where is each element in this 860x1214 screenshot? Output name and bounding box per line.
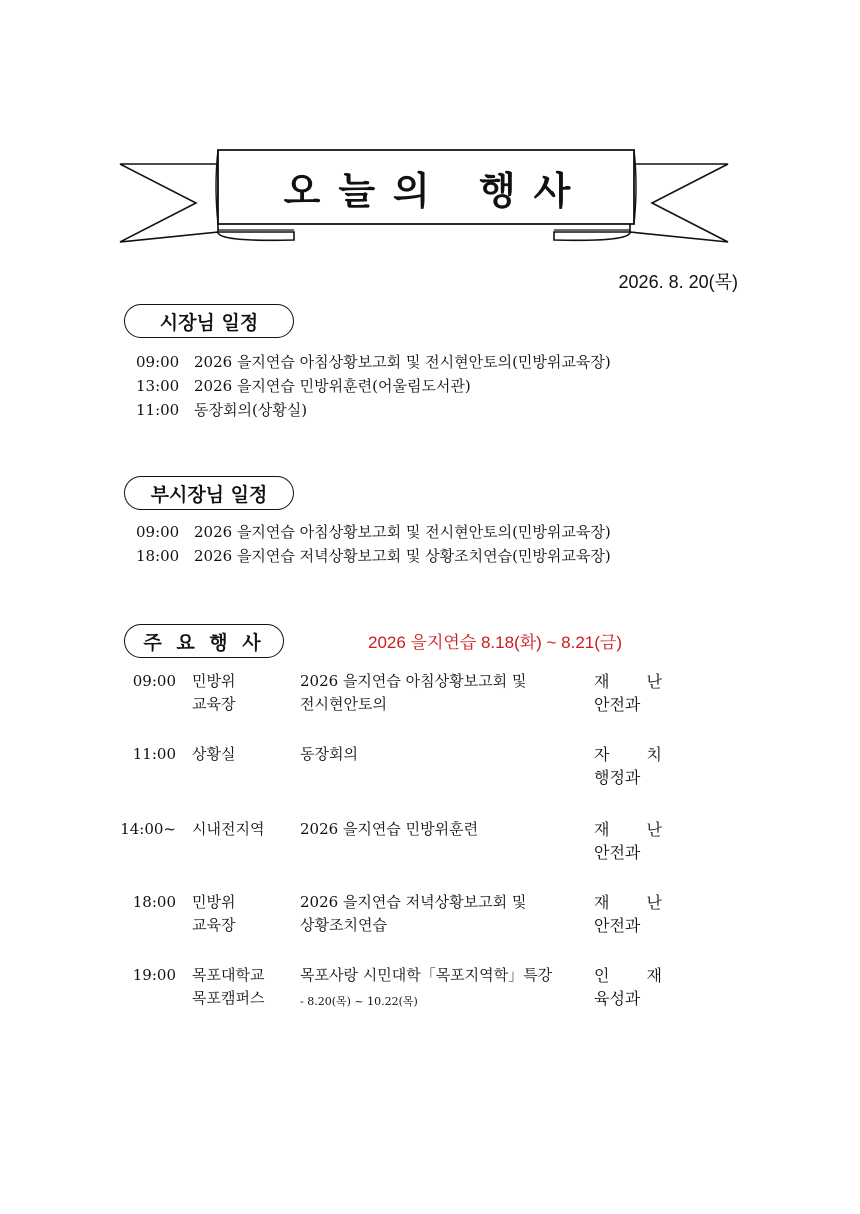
event-dept: 육성과 xyxy=(594,989,641,1008)
event-place: 민방위 xyxy=(192,893,236,911)
event-dept: 재 난 xyxy=(594,893,662,912)
schedule-text: 동장회의(상황실) xyxy=(194,401,308,419)
event-desc: 2026 을지연습 아침상황보고회 및 xyxy=(300,672,527,690)
event-time: 11:00 xyxy=(132,745,176,763)
event-item xyxy=(120,964,680,1010)
event-desc: 목포사랑 시민대학「목포지역학」특강 xyxy=(300,966,553,984)
main-events-heading: 주 요 행 사 xyxy=(124,624,284,658)
event-desc: 상황조치연습 xyxy=(300,916,387,934)
event-desc: 2026 을지연습 저녁상황보고회 및 xyxy=(300,893,527,911)
event-time: 14:00~ xyxy=(120,820,176,838)
exercise-period-note: 2026 을지연습 8.18(화) ~ 8.21(금) xyxy=(368,633,622,652)
event-desc: 2026 을지연습 민방위훈련 xyxy=(300,820,479,838)
event-dept: 자 치 xyxy=(594,745,662,764)
schedule-time: 09:00 xyxy=(136,523,180,541)
event-place: 목포대학교 xyxy=(192,966,265,984)
vice-mayor-schedule-list xyxy=(136,520,611,568)
document-date: 2026. 8. 20(목) xyxy=(618,272,738,292)
vice-mayor-schedule-heading: 부시장님 일정 xyxy=(124,476,294,510)
event-dept: 안전과 xyxy=(594,916,641,935)
page-title: 오늘의 행사 xyxy=(283,168,589,213)
event-place: 교육장 xyxy=(192,695,236,713)
event-place: 민방위 xyxy=(192,672,236,690)
event-item xyxy=(120,818,680,864)
event-item xyxy=(120,891,680,937)
event-time: 19:00 xyxy=(132,966,176,984)
event-place: 시내전지역 xyxy=(192,820,265,838)
event-dept: 행정과 xyxy=(594,768,641,787)
event-time: 18:00 xyxy=(132,893,176,911)
schedule-text: 2026 을지연습 민방위훈련(어울림도서관) xyxy=(194,377,471,395)
event-dept: 안전과 xyxy=(594,695,641,714)
event-dept: 안전과 xyxy=(594,843,641,862)
schedule-row xyxy=(136,350,611,374)
event-time: 09:00 xyxy=(132,672,176,690)
event-subnote: - 8.20(목) ~ 10.22(목) xyxy=(300,995,418,1008)
event-desc: 동장회의 xyxy=(300,745,358,763)
schedule-time: 09:00 xyxy=(136,353,180,371)
event-place: 상황실 xyxy=(192,745,236,763)
schedule-row xyxy=(136,544,611,568)
schedule-time: 18:00 xyxy=(136,547,180,565)
schedule-text: 2026 을지연습 아침상황보고회 및 전시현안토의(민방위교육장) xyxy=(194,523,611,541)
mayor-schedule-list xyxy=(136,350,611,422)
schedule-row xyxy=(136,374,611,398)
event-dept: 재 난 xyxy=(594,820,662,839)
event-dept: 재 난 xyxy=(594,672,662,691)
schedule-text: 2026 을지연습 아침상황보고회 및 전시현안토의(민방위교육장) xyxy=(194,353,611,371)
event-item xyxy=(120,670,680,716)
event-item xyxy=(120,743,680,789)
schedule-row xyxy=(136,520,611,544)
schedule-time: 11:00 xyxy=(136,401,180,419)
event-dept: 인 재 xyxy=(594,966,662,985)
event-desc: 전시현안토의 xyxy=(300,695,387,713)
mayor-schedule-heading: 시장님 일정 xyxy=(124,304,294,338)
schedule-row xyxy=(136,398,611,422)
event-place: 교육장 xyxy=(192,916,236,934)
schedule-time: 13:00 xyxy=(136,377,180,395)
schedule-text: 2026 을지연습 저녁상황보고회 및 상황조치연습(민방위교육장) xyxy=(194,547,611,565)
event-place: 목포캠퍼스 xyxy=(192,989,265,1007)
